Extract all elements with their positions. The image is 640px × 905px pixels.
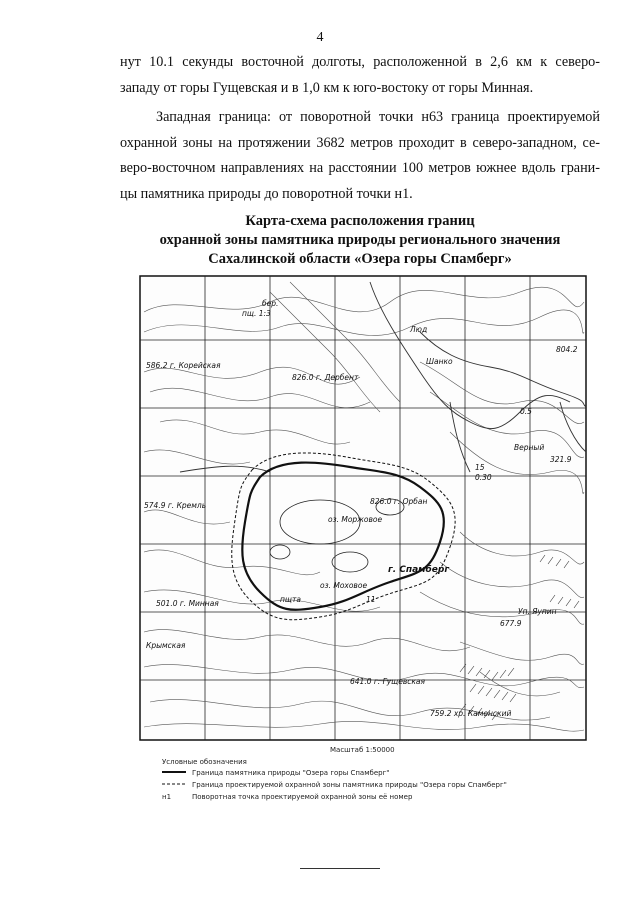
- paragraph-western-border: [120, 105, 600, 207]
- footer-divider: [300, 868, 380, 869]
- label-11: 11: [366, 595, 376, 604]
- label-kryms: Крымская: [146, 641, 186, 650]
- label-spamberg: г. Спамберг: [388, 565, 450, 575]
- text-line: веро-восточном направлениях на расстоянии 100 метров южнее вдоль грани-: [120, 160, 600, 176]
- text-line: нут 10.1 секунды восточной долготы, расположенной в 2,6 км к северо-: [120, 54, 600, 70]
- label-15: 15: [475, 463, 485, 472]
- label-vernyj: Верный: [514, 443, 545, 452]
- text-line: западу от горы Гущевская и в 1,0 км к юго-востоку от горы Минная.: [120, 79, 534, 96]
- text-line: цы памятника природы до поворотной точки н1.: [120, 185, 413, 202]
- legend-item-zone: Граница проектируемой охранной зоны памятника природы "Озера горы Спамберг": [192, 781, 507, 789]
- map-scale: Масштаб 1:50000: [330, 746, 395, 754]
- label-mokhovoe: оз. Моховое: [320, 581, 368, 590]
- legend-item-monument: Граница памятника природы "Озера горы Спамберг": [192, 769, 390, 777]
- label-derbent: 826.0 г. Дербент: [292, 373, 359, 382]
- label-lyud: Люд: [410, 325, 428, 334]
- paragraph-coordinates: [120, 50, 600, 101]
- map-frame-border: [140, 276, 586, 740]
- label-shanko: Шанко: [426, 357, 453, 366]
- legend-item-point: Поворотная точка проектируемой охранной зоны её номер: [192, 793, 413, 801]
- legend-symbol-point: н1: [162, 793, 172, 801]
- label-korejskaya: 586.2 г. Корейская: [146, 361, 221, 370]
- label-pishcha-mid: пщта: [280, 595, 301, 604]
- text-line: охранной зоны на протяжении 3682 метров проходит в северо-западном, се-: [120, 134, 600, 151]
- map-title-line: Сахалинской области «Озера горы Спамберг»: [208, 251, 512, 267]
- label-804: 804.2: [556, 345, 578, 354]
- label-minnaya: 501.0 г. Минная: [156, 599, 219, 608]
- label-gushchevskaya: 641.0 г. Гущевская: [350, 677, 426, 686]
- label-ber: бер.: [262, 299, 279, 308]
- label-0-3: 0.30: [475, 473, 492, 482]
- legend-heading: Условные обозначения: [162, 758, 247, 766]
- label-kamenskij: 759.2 хр. Каменский: [430, 709, 512, 718]
- map-title-line: охранной зоны памятника природы регионального значения: [159, 232, 561, 248]
- map-figure: [120, 272, 600, 808]
- map-title-line: Карта-схема расположения границ: [245, 213, 475, 229]
- label-morzhovoe: оз. Моржовое: [328, 515, 383, 524]
- label-orban: 826.0 г. Орбан: [370, 497, 428, 506]
- page-number: 4: [316, 30, 324, 45]
- label-pishcha-top: пщ. 1:3: [242, 309, 271, 318]
- label-321: 321.9: [550, 455, 572, 464]
- label-kreml: 574.9 г. Кремль: [144, 501, 207, 510]
- map-svg: [120, 272, 600, 808]
- map-title: [120, 212, 600, 269]
- label-0-5: 0.5: [520, 407, 532, 416]
- label-yaupovyj: Уп. Яупин: [518, 607, 557, 616]
- text-line: Западная граница: от поворотной точки н63 граница проектируемой: [156, 109, 600, 125]
- label-677: 677.9: [500, 619, 522, 628]
